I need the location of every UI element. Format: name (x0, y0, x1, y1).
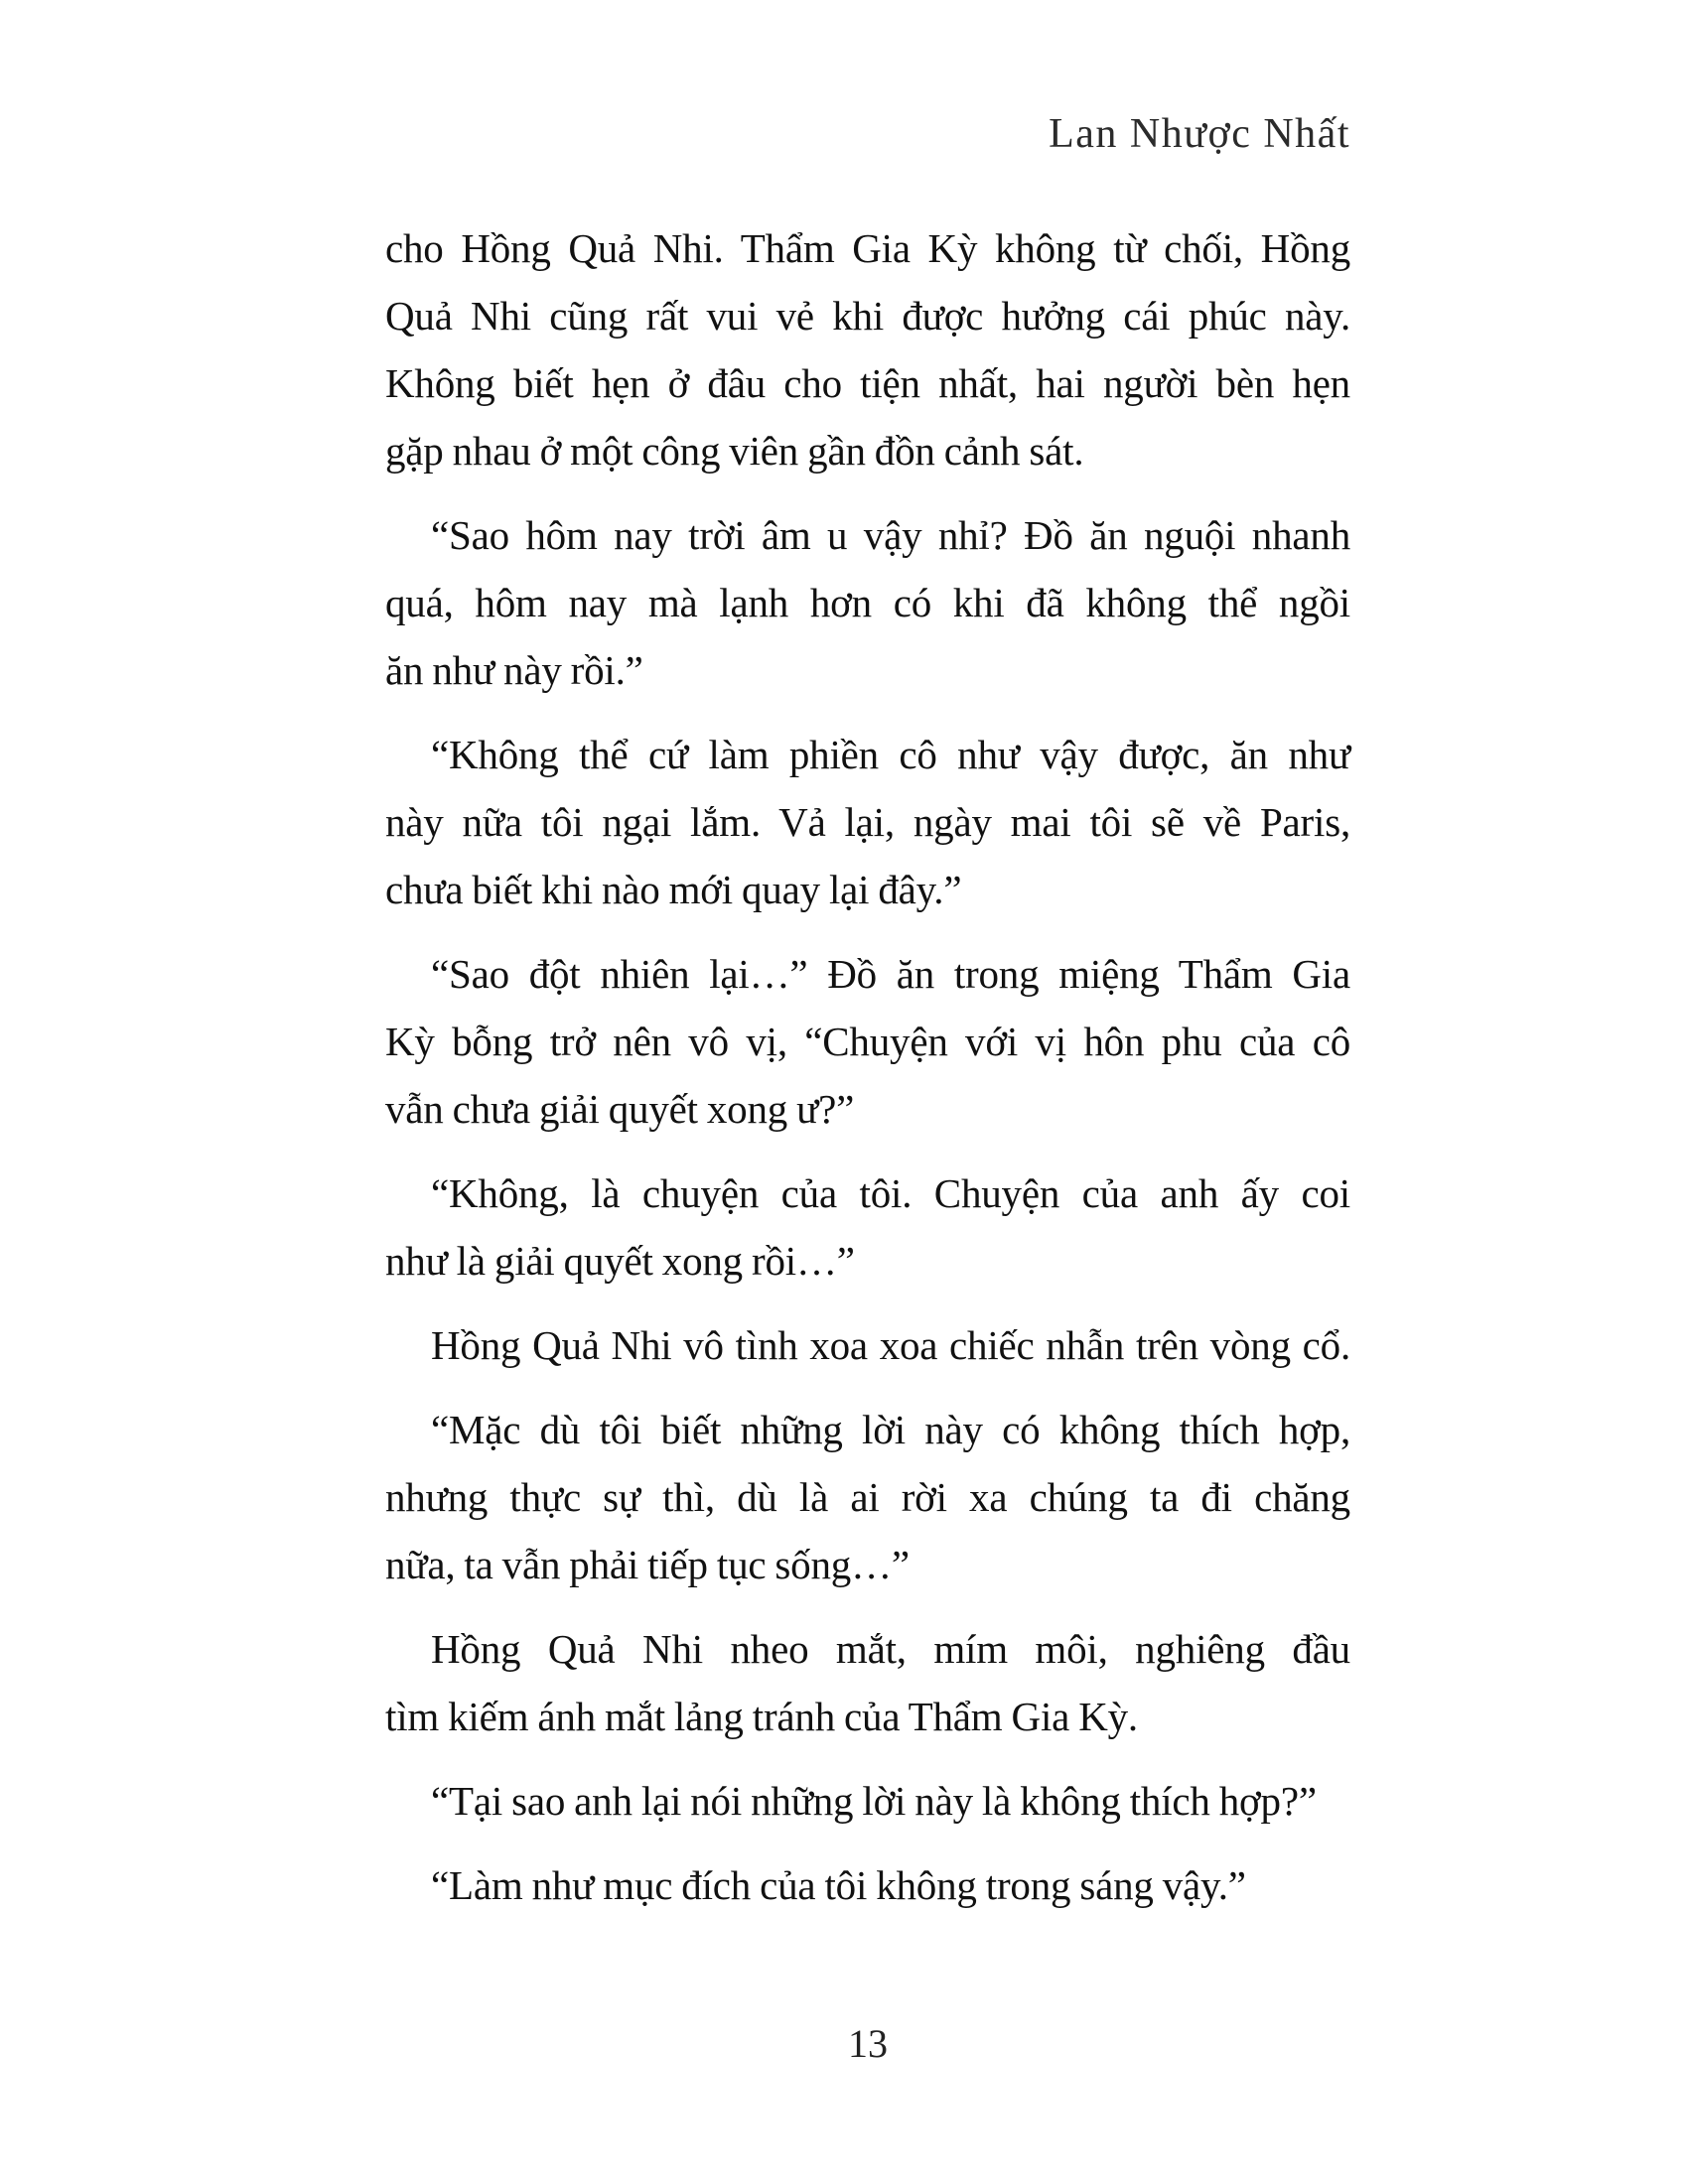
text-line: Quả Nhi cũng rất vui vẻ khi được hưởng cái phúc này. (385, 293, 1350, 339)
text-line: cho Hồng Quả Nhi. Thẩm Gia Kỳ không từ chối, Hồng (385, 225, 1350, 271)
text-line: ăn như này rồi.” (385, 647, 643, 693)
text-line: “Mặc dù tôi biết những lời này có không thích hợp, (431, 1407, 1350, 1452)
paragraph (385, 501, 1350, 704)
text-line: “Làm như mục đích của tôi không trong sáng vậy.” (431, 1862, 1246, 1908)
text-line: chưa biết khi nào mới quay lại đây.” (385, 867, 962, 912)
paragraph (385, 1311, 1350, 1379)
paragraph (385, 721, 1350, 923)
text-line: này nữa tôi ngại lắm. Vả lại, ngày mai tôi sẽ về Paris, (385, 799, 1350, 845)
text-line: quá, hôm nay mà lạnh hơn có khi đã không thể ngồi (385, 580, 1350, 625)
text-line: “Sao hôm nay trời âm u vậy nhỉ? Đồ ăn nguội nhanh (431, 512, 1350, 558)
text-line: “Không thể cứ làm phiền cô như vậy được, ăn như (431, 732, 1350, 777)
text-line: nhưng thực sự thì, dù là ai rời xa chúng ta đi chăng (385, 1474, 1350, 1520)
paragraph (385, 1851, 1350, 1919)
text-line: Không biết hẹn ở đâu cho tiện nhất, hai người bèn hẹn (385, 360, 1350, 406)
text-line: như là giải quyết xong rồi…” (385, 1238, 855, 1284)
page-body (385, 214, 1350, 1919)
text-line: “Tại sao anh lại nói những lời này là không thích hợp?” (431, 1778, 1317, 1824)
text-line: “Sao đột nhiên lại…” Đồ ăn trong miệng Thẩm Gia (431, 951, 1350, 997)
text-line: vẫn chưa giải quyết xong ư?” (385, 1086, 855, 1132)
text-line: Hồng Quả Nhi vô tình xoa xoa chiếc nhẫn trên vòng cổ. (431, 1322, 1350, 1368)
paragraph (385, 1396, 1350, 1598)
text-line: Kỳ bỗng trở nên vô vị, “Chuyện với vị hôn phu của cô (385, 1019, 1350, 1064)
text-line: “Không, là chuyện của tôi. Chuyện của anh ấy coi (431, 1170, 1350, 1216)
paragraph (385, 940, 1350, 1143)
paragraph (385, 1767, 1350, 1835)
running-header: Lan Nhược Nhất (1049, 111, 1350, 157)
paragraph (385, 1615, 1350, 1750)
text-line: gặp nhau ở một công viên gần đồn cảnh sát. (385, 428, 1084, 474)
page-number: 13 (848, 2021, 888, 2066)
text-line: Hồng Quả Nhi nheo mắt, mím môi, nghiêng đầu (431, 1626, 1350, 1672)
paragraph (385, 1160, 1350, 1295)
paragraph (385, 214, 1350, 484)
text-line: tìm kiếm ánh mắt lảng tránh của Thẩm Gia Kỳ. (385, 1694, 1138, 1739)
text-line: nữa, ta vẫn phải tiếp tục sống…” (385, 1542, 910, 1587)
